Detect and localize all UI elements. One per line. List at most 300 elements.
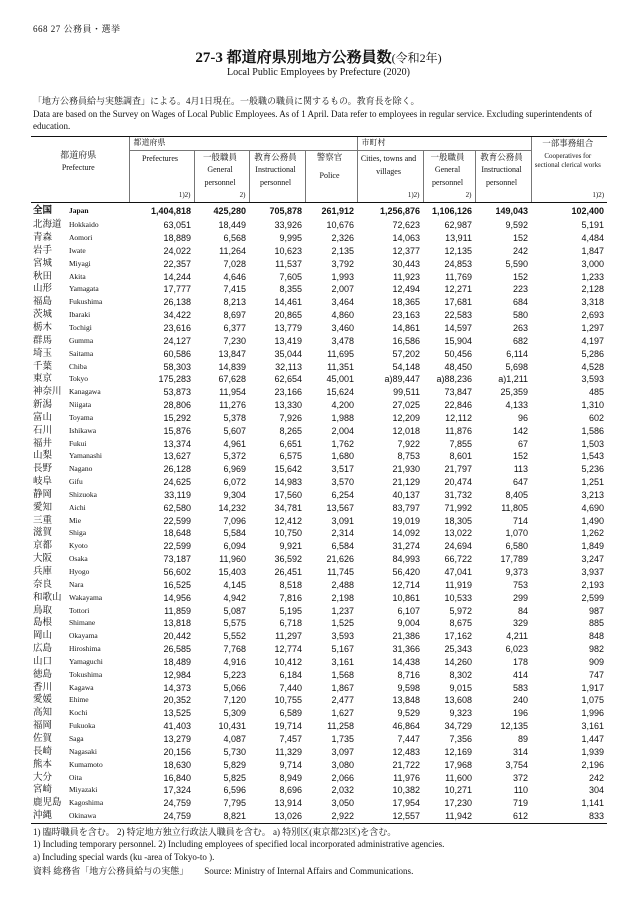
value-cell: 14,373	[163, 682, 192, 693]
table-row	[31, 373, 607, 386]
value-cell: 4,087	[223, 733, 247, 744]
prefecture-name-en: Tokyo	[69, 374, 89, 384]
value-cell: 33,119	[164, 489, 192, 500]
value-cell: 5,309	[223, 708, 247, 719]
value-cell: 22,599	[163, 515, 192, 526]
value-cell: 5,575	[223, 618, 247, 629]
value-cell: 4,528	[581, 361, 605, 372]
value-cell: 24,022	[163, 245, 192, 256]
header-prefecture-jp: 都道府県	[60, 150, 97, 160]
value-cell: 2,128	[581, 284, 605, 295]
value-cell: 178	[513, 656, 529, 667]
table-row	[31, 283, 607, 296]
value-cell: 13,419	[274, 335, 303, 346]
value-cell: 26,128	[163, 464, 192, 475]
value-cell: 11,264	[219, 245, 247, 256]
value-cell: 1,917	[581, 682, 605, 693]
value-cell: 18,889	[163, 233, 192, 244]
header-pref-general-en: General personnel	[204, 164, 236, 187]
value-cell: 11,537	[275, 258, 303, 269]
value-cell: 9,529	[397, 708, 421, 719]
prefecture-name-jp: 静岡	[33, 489, 53, 500]
prefecture-name-jp: 高知	[33, 708, 53, 719]
value-cell: 3,080	[331, 759, 355, 770]
value-cell: 102,400	[571, 205, 605, 216]
value-cell: 5,372	[223, 451, 247, 462]
value-cell: 31,732	[444, 489, 473, 500]
value-cell: 14,438	[392, 656, 421, 667]
value-cell: 20,865	[274, 310, 303, 321]
value-cell: 67,628	[218, 374, 247, 385]
running-head: 668 27 公務員・選挙	[33, 24, 121, 34]
value-cell: 13,848	[392, 695, 421, 706]
value-cell: 12,412	[274, 515, 303, 526]
prefecture-name-en: Kanagawa	[69, 387, 101, 397]
value-cell: 2,314	[331, 528, 355, 539]
value-cell: 747	[589, 669, 605, 680]
value-cell: 16,525	[163, 579, 192, 590]
value-cell: 4,942	[223, 592, 247, 603]
prefecture-name-en: Ibaraki	[69, 310, 91, 320]
value-cell: 7,120	[223, 695, 247, 706]
value-cell: 6,718	[279, 618, 303, 629]
value-cell: 36,592	[274, 554, 303, 565]
value-cell: 10,676	[326, 220, 355, 231]
prefecture-name-jp: 福島	[33, 297, 53, 308]
value-cell: 152	[513, 233, 529, 244]
value-cell: 47,041	[444, 567, 473, 577]
table-row	[31, 759, 607, 772]
value-cell: 6,023	[505, 644, 529, 655]
prefecture-name-en: Osaka	[69, 554, 88, 564]
prefecture-name-en: Miyazaki	[69, 785, 98, 795]
value-cell: 5,698	[505, 361, 529, 372]
header-muni-en: Cities, towns and villages	[360, 153, 417, 176]
value-cell: 26,451	[274, 567, 303, 577]
value-cell: 602	[589, 412, 605, 423]
prefecture-name-jp: 神奈川	[33, 387, 62, 398]
value-cell: 2,193	[581, 579, 605, 590]
value-cell: 684	[513, 297, 529, 308]
header-police-en: Police	[319, 170, 340, 180]
prefecture-name-jp: 岩手	[33, 245, 53, 256]
value-cell: 7,922	[397, 438, 421, 449]
value-cell: 2,693	[581, 310, 605, 321]
value-cell: 2,198	[331, 592, 355, 603]
value-cell: 34,422	[163, 310, 192, 321]
prefecture-name-jp: 山形	[33, 284, 53, 295]
value-cell: 11,258	[327, 721, 355, 732]
value-cell: 17,162	[444, 631, 473, 642]
value-cell: 20,442	[163, 631, 192, 642]
prefecture-name-jp: 滋賀	[33, 528, 53, 539]
value-cell: 7,795	[223, 798, 247, 809]
prefecture-name-jp: 東京	[33, 374, 53, 385]
prefecture-name-en: Nagasaki	[69, 746, 97, 756]
value-cell: 1,237	[331, 605, 355, 616]
table-row	[31, 746, 607, 759]
value-cell: 612	[475, 810, 531, 823]
value-cell: 12,557	[357, 810, 423, 823]
note-japanese: 「地方公務員給与実態調査」による。4月1日現在。一般職の職員に関するもの。教育長を除く。	[33, 96, 420, 106]
prefecture-name-en: Toyama	[69, 412, 94, 422]
prefecture-name-jp: 宮城	[33, 258, 53, 269]
prefecture-name-en: Aomori	[69, 233, 93, 243]
value-cell: 5,223	[223, 669, 247, 680]
value-cell: 14,063	[392, 233, 421, 244]
value-cell: 705,878	[269, 205, 303, 216]
value-cell: 84	[518, 605, 529, 616]
header-pref-instr-jp: 教育公務員	[254, 151, 297, 162]
fn-muni-total: 1)2)	[357, 189, 423, 202]
value-cell: 12,271	[444, 284, 473, 295]
value-cell: 9,714	[279, 759, 303, 770]
prefecture-name-en: Chiba	[69, 361, 87, 371]
value-cell: 5,829	[223, 759, 247, 770]
table-row	[31, 527, 607, 540]
value-cell: 2,032	[331, 785, 355, 796]
prefecture-name-jp: 千葉	[33, 361, 53, 372]
value-cell: 11,351	[327, 361, 355, 372]
value-cell: 16,586	[392, 335, 421, 346]
prefecture-name-jp: 長崎	[33, 746, 53, 757]
prefecture-name-jp: 徳島	[33, 669, 53, 680]
value-cell: 32,113	[275, 361, 303, 372]
value-cell: 7,855	[449, 438, 473, 449]
value-cell: 4,133	[505, 400, 529, 411]
prefecture-name-jp: 島根	[33, 618, 53, 629]
prefecture-name-jp: 広島	[33, 644, 53, 655]
value-cell: 1,106,126	[431, 205, 473, 216]
value-cell: 6,072	[223, 477, 247, 488]
value-cell: 3,937	[581, 567, 605, 577]
value-cell: 7,415	[223, 284, 247, 295]
value-cell: 21,797	[444, 464, 473, 475]
value-cell: 13,026	[249, 810, 305, 823]
value-cell: 12,018	[392, 425, 421, 436]
table-title-year: (令和2年)	[391, 51, 442, 65]
value-cell: 3,097	[331, 746, 355, 757]
value-cell: 11,769	[445, 271, 473, 282]
value-cell: 24,759	[163, 798, 192, 809]
value-cell: 5,825	[223, 772, 247, 783]
value-cell: 17,968	[444, 759, 473, 770]
value-cell: 1,568	[331, 669, 355, 680]
value-cell: 28,806	[163, 400, 192, 411]
value-cell: 848	[589, 631, 605, 642]
value-cell: 1,075	[581, 695, 605, 706]
value-cell: 8,821	[194, 810, 249, 823]
value-cell: 1,988	[331, 412, 355, 423]
footnote-english-1: 1) Including temporary personnel. 2) Including employees of specified local incorporated administrative agencies.	[33, 839, 445, 849]
table-row	[31, 553, 607, 566]
prefecture-name-en: Tochigi	[69, 322, 92, 332]
value-cell: 833	[531, 810, 607, 823]
table-row	[31, 707, 607, 720]
value-cell: 14,597	[444, 322, 473, 333]
value-cell: 3,464	[331, 297, 355, 308]
value-cell: 89	[518, 733, 529, 744]
header-muni-group: 市町村	[357, 137, 531, 151]
value-cell: 263	[513, 322, 529, 333]
table-body	[31, 203, 607, 824]
table-row	[31, 682, 607, 695]
prefecture-name-en: Fukushima	[69, 297, 103, 307]
value-cell: 8,405	[505, 489, 529, 500]
value-cell: 4,916	[223, 656, 247, 667]
table-title-main: 27-3 都道府県別地方公務員数	[195, 50, 392, 66]
header-prefectures-en: Prefectures	[142, 153, 178, 163]
value-cell: 8,518	[279, 579, 303, 590]
value-cell: 10,533	[444, 592, 473, 603]
prefecture-name-en: Hiroshima	[69, 644, 101, 654]
table-row	[31, 412, 607, 425]
footnote-japanese: 1) 臨時職員を含む。 2) 特定地方独立行政法人職員を含む。 a) 特別区(東京都23区)を含む。	[33, 827, 397, 837]
value-cell: 5,552	[223, 631, 247, 642]
prefecture-name-en: Aichi	[69, 502, 86, 512]
value-cell: 11,960	[219, 554, 247, 565]
value-cell: 1,404,818	[150, 205, 192, 216]
prefecture-name-en: Kochi	[69, 708, 88, 718]
value-cell: 2,135	[331, 245, 355, 256]
prefecture-name-en: Nagano	[69, 464, 93, 474]
table-row	[31, 630, 607, 643]
value-cell: 24,127	[163, 335, 192, 346]
prefecture-name-en: Saitama	[69, 348, 94, 358]
header-coop-en: Cooperatives for sectional clerical works	[534, 151, 601, 169]
value-cell: 1,297	[581, 322, 605, 333]
value-cell: 909	[589, 656, 605, 667]
prefecture-name-jp: 茨城	[33, 310, 53, 321]
value-cell: 26,138	[163, 297, 192, 308]
value-cell: 71,992	[444, 502, 473, 513]
prefecture-name-jp: 佐賀	[33, 733, 53, 744]
value-cell: 3,593	[331, 631, 355, 642]
table-row	[31, 784, 607, 797]
value-cell: 14,956	[163, 592, 192, 603]
value-cell: 5,066	[223, 682, 247, 693]
prefecture-name-jp: 長野	[33, 464, 53, 475]
value-cell: 5,191	[581, 220, 605, 231]
value-cell: 372	[513, 772, 529, 783]
value-cell: 22,357	[163, 258, 192, 269]
prefecture-name-en: Wakayama	[69, 592, 103, 602]
value-cell: 3,792	[331, 258, 355, 269]
value-cell: 13,279	[163, 733, 192, 744]
value-cell: 25,343	[444, 644, 473, 655]
value-cell: 6,114	[506, 348, 529, 359]
value-cell: 10,750	[274, 528, 303, 539]
prefecture-name-en: Ishikawa	[69, 425, 97, 435]
value-cell: 14,861	[392, 322, 421, 333]
value-cell: 7,816	[279, 592, 303, 603]
value-cell: 5,378	[223, 412, 247, 423]
value-cell: 12,377	[392, 245, 421, 256]
value-cell: 12,774	[274, 644, 303, 655]
value-cell: 1,996	[581, 708, 605, 719]
value-cell: 196	[513, 708, 529, 719]
value-cell: 4,860	[331, 310, 355, 321]
value-cell: 22,583	[444, 310, 473, 321]
value-cell: 1,262	[581, 528, 605, 539]
fn-coop: 1)2)	[531, 189, 607, 202]
value-cell: 15,403	[218, 567, 247, 577]
value-cell: 35,044	[274, 348, 303, 359]
value-cell: 2,007	[331, 284, 355, 295]
table-row	[31, 566, 607, 579]
value-cell: 1,993	[331, 271, 355, 282]
value-cell: 12,209	[392, 412, 421, 423]
table-row	[31, 476, 607, 489]
value-cell: 13,608	[444, 695, 473, 706]
value-cell: 12,169	[444, 746, 473, 757]
header-prefecture-en: Prefecture	[61, 162, 95, 172]
prefecture-name-en: Oita	[69, 772, 82, 782]
value-cell: 1,762	[331, 438, 355, 449]
header-pref-general	[194, 150, 249, 189]
value-cell: 57,202	[392, 348, 421, 359]
table-row	[31, 425, 607, 438]
value-cell: 62,654	[274, 374, 303, 385]
prefecture-name-en: Fukui	[69, 438, 87, 448]
table-row	[31, 309, 607, 322]
value-cell: 18,449	[218, 220, 247, 231]
value-cell: 583	[513, 682, 529, 693]
value-cell: 113	[513, 464, 529, 475]
value-cell: 62,987	[444, 220, 473, 231]
value-cell: 11,919	[445, 579, 473, 590]
value-cell: 11,600	[445, 772, 473, 783]
value-cell: 14,983	[274, 477, 303, 488]
value-cell: 1,847	[581, 245, 605, 256]
value-cell: 242	[513, 245, 529, 256]
prefecture-name-jp: 鳥取	[33, 605, 53, 616]
value-cell: 10,431	[218, 721, 247, 732]
value-cell: 20,474	[444, 477, 473, 488]
value-cell: 15,624	[326, 387, 355, 398]
value-cell: 2,196	[581, 759, 605, 770]
value-cell: 7,457	[279, 733, 303, 744]
prefecture-name-en: Yamanashi	[69, 451, 102, 461]
prefecture-name-jp: 群馬	[33, 335, 53, 346]
value-cell: 5,236	[581, 464, 605, 475]
prefecture-name-jp: 兵庫	[33, 567, 53, 577]
value-cell: 17,789	[500, 554, 529, 565]
value-cell: 31,274	[392, 541, 421, 552]
table-row	[31, 463, 607, 476]
table-row	[31, 669, 607, 682]
value-cell: 5,087	[223, 605, 247, 616]
value-cell: 14,839	[218, 361, 247, 372]
value-cell: 67	[518, 438, 529, 449]
value-cell: 13,022	[444, 528, 473, 539]
value-cell: 11,805	[501, 502, 529, 513]
value-cell: 9,004	[397, 618, 421, 629]
value-cell: 152	[513, 271, 529, 282]
header-pref-instr-en: Instructional personnel	[255, 164, 296, 187]
prefecture-name-en: Hyogo	[69, 567, 90, 576]
value-cell: 1,256,876	[379, 205, 421, 216]
value-cell: 3,161	[331, 656, 355, 667]
footnote-english-2: a) Including special wards (ku -area of Tokyo-to ).	[33, 852, 215, 862]
value-cell: 41,403	[163, 721, 192, 732]
value-cell: 149,043	[495, 205, 529, 216]
prefecture-name-en: Gifu	[69, 477, 83, 487]
value-cell: 5,584	[223, 528, 247, 539]
table-row	[31, 322, 607, 335]
prefecture-name-en: Shimane	[69, 618, 96, 628]
prefecture-name-jp: 石川	[33, 425, 53, 436]
value-cell: 23,163	[392, 310, 421, 321]
value-cell: 3,161	[581, 721, 605, 732]
value-cell: 1,490	[581, 515, 605, 526]
value-cell: 40,137	[392, 489, 421, 500]
value-cell: 6,254	[331, 489, 355, 500]
value-cell: 1,680	[331, 451, 355, 462]
prefecture-name-jp: 新潟	[33, 400, 53, 411]
header-prefectures	[129, 150, 194, 189]
value-cell: 9,373	[505, 567, 529, 577]
value-cell: 7,768	[223, 644, 247, 655]
value-cell: 8,213	[223, 297, 247, 308]
value-cell: 26,585	[163, 644, 192, 655]
value-cell: 84,993	[392, 554, 421, 565]
value-cell: 17,230	[444, 798, 473, 809]
value-cell: 5,590	[505, 258, 529, 269]
table-row	[31, 258, 607, 271]
value-cell: 33,926	[274, 220, 303, 231]
table-row	[31, 605, 607, 618]
employees-table	[31, 136, 607, 824]
value-cell: 1,141	[581, 798, 605, 809]
value-cell: 299	[513, 592, 529, 603]
table-row	[31, 335, 607, 348]
value-cell: 329	[513, 618, 529, 629]
value-cell: 1,447	[581, 733, 605, 744]
prefecture-name-en: Shiga	[69, 528, 87, 538]
value-cell: 48,450	[444, 361, 473, 372]
table-row	[31, 438, 607, 451]
table-row	[31, 399, 607, 412]
value-cell: 13,847	[218, 348, 247, 359]
value-cell: 13,627	[163, 451, 192, 462]
value-cell: 682	[513, 335, 529, 346]
prefecture-name-jp: 福井	[33, 438, 53, 449]
value-cell: 1,310	[581, 400, 605, 411]
value-cell: 8,696	[279, 785, 303, 796]
value-cell: 60,586	[163, 348, 192, 359]
value-cell: 11,923	[393, 271, 421, 282]
value-cell: 12,135	[444, 245, 473, 256]
value-cell: 987	[589, 605, 605, 616]
prefecture-name-en: Saga	[69, 733, 84, 743]
value-cell: 56,602	[163, 567, 192, 577]
prefecture-name-en: Hokkaido	[69, 220, 99, 230]
value-cell: 45,001	[326, 374, 355, 385]
value-cell: 8,355	[279, 284, 303, 295]
header-muni-instr-jp: 教育公務員	[480, 151, 523, 162]
value-cell: 12,135	[500, 721, 529, 732]
value-cell: 56,420	[392, 567, 421, 577]
value-cell: 15,876	[163, 425, 192, 436]
prefecture-name-en: Kagawa	[69, 682, 94, 692]
value-cell: 2,599	[581, 592, 605, 603]
value-cell: 7,356	[449, 733, 473, 744]
value-cell: 1,503	[581, 438, 605, 449]
prefecture-name-en: Mie	[69, 515, 82, 525]
prefecture-name-en: Fukuoka	[69, 721, 96, 731]
value-cell: 6,589	[279, 708, 303, 719]
